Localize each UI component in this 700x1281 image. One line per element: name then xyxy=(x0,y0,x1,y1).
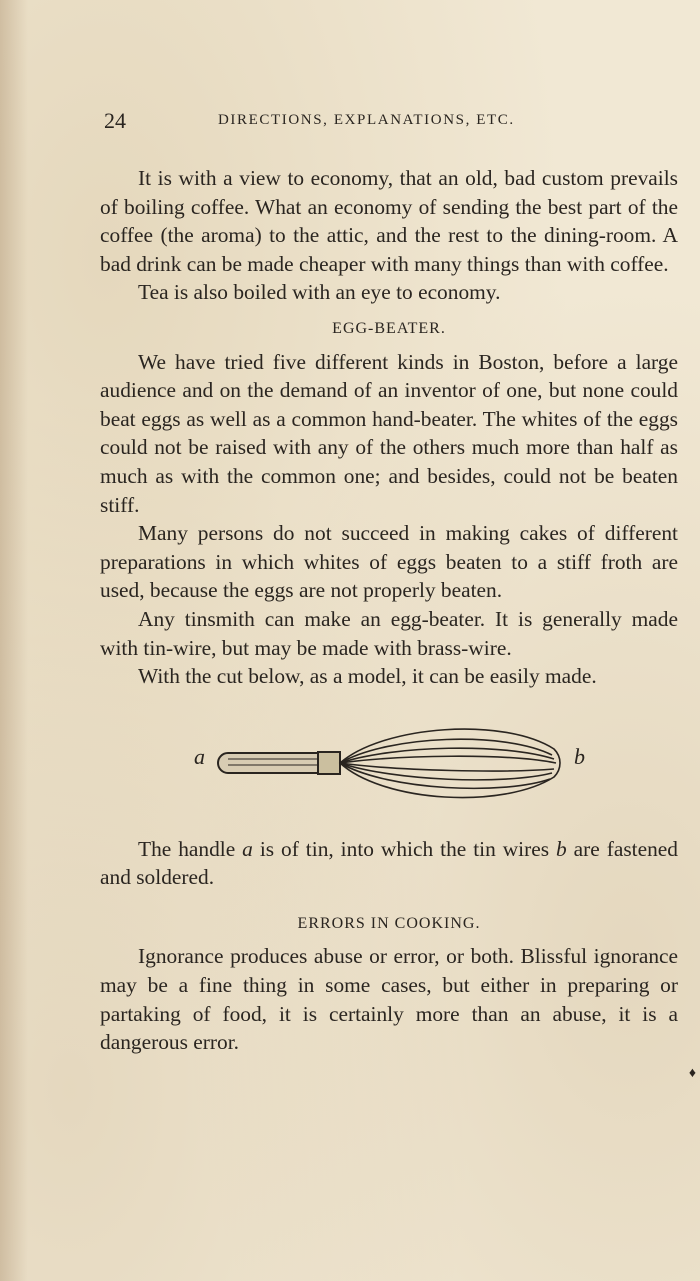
figure-label-a: a xyxy=(194,743,205,769)
figure-caption xyxy=(100,835,678,892)
egg-beater-heading: EGG-BEATER. xyxy=(332,319,446,337)
running-head: DIRECTIONS, EXPLANATIONS, ETC. xyxy=(218,112,515,128)
egg-beater-paragraph-3: Any tinsmith can make an egg-beater. It is generally made with tin-wire, but may be made with brass-wire. xyxy=(100,606,678,660)
errors-heading: ERRORS IN COOKING. xyxy=(297,914,481,932)
caption-text-1: The handle xyxy=(138,836,243,861)
caption-text-3: are fastened and soldered. xyxy=(100,836,678,890)
figure-label-b: b xyxy=(574,743,585,769)
egg-beater-paragraph-1: We have tried five different kinds in Boston, before a large audience and on the demand of an inventor of one, but none could beat eggs as well as a common hand-beater. The whites of the eggs could not be raised with any of the others much more than half as much as with the common one; and besides, could not be beaten stiff. xyxy=(100,349,678,517)
egg-beater-paragraph-2: Many persons do not succeed in making cakes of different preparations in which whites of eggs beaten to a stiff froth are used, because the eggs are not properly beaten. xyxy=(100,521,678,603)
page-spine-shadow xyxy=(0,0,28,1281)
page-body xyxy=(100,164,678,1057)
margin-ink-mark: ♦ xyxy=(688,1066,696,1081)
errors-paragraph-1: Ignorance produces abuse or error, or both. Blissful ignorance may be a fine thing in some cases, but either in preparing or partaking of food, it is certainly more than an abuse, it is a dangerous error. xyxy=(100,944,678,1055)
whisk-illustration-icon xyxy=(214,719,564,809)
caption-label-b: b xyxy=(556,836,567,861)
caption-text-2: is of tin, into which the tin wires xyxy=(252,836,557,861)
intro-paragraph-2: Tea is also boiled with an eye to economy. xyxy=(138,280,501,305)
egg-beater-paragraph-4: With the cut below, as a model, it can be easily made. xyxy=(138,664,597,689)
intro-paragraph-1: It is with a view to economy, that an old, bad custom prevails of boiling coffee. What an economy of sending the best part of the coffee (the aroma) to the attic, and the rest to the dining-room. A bad drink can be made cheaper with many things than with coffee. xyxy=(100,166,678,276)
page-number: 24 xyxy=(104,108,126,133)
egg-beater-figure xyxy=(100,709,678,821)
page-header xyxy=(104,108,584,138)
caption-label-a: a xyxy=(242,836,253,861)
